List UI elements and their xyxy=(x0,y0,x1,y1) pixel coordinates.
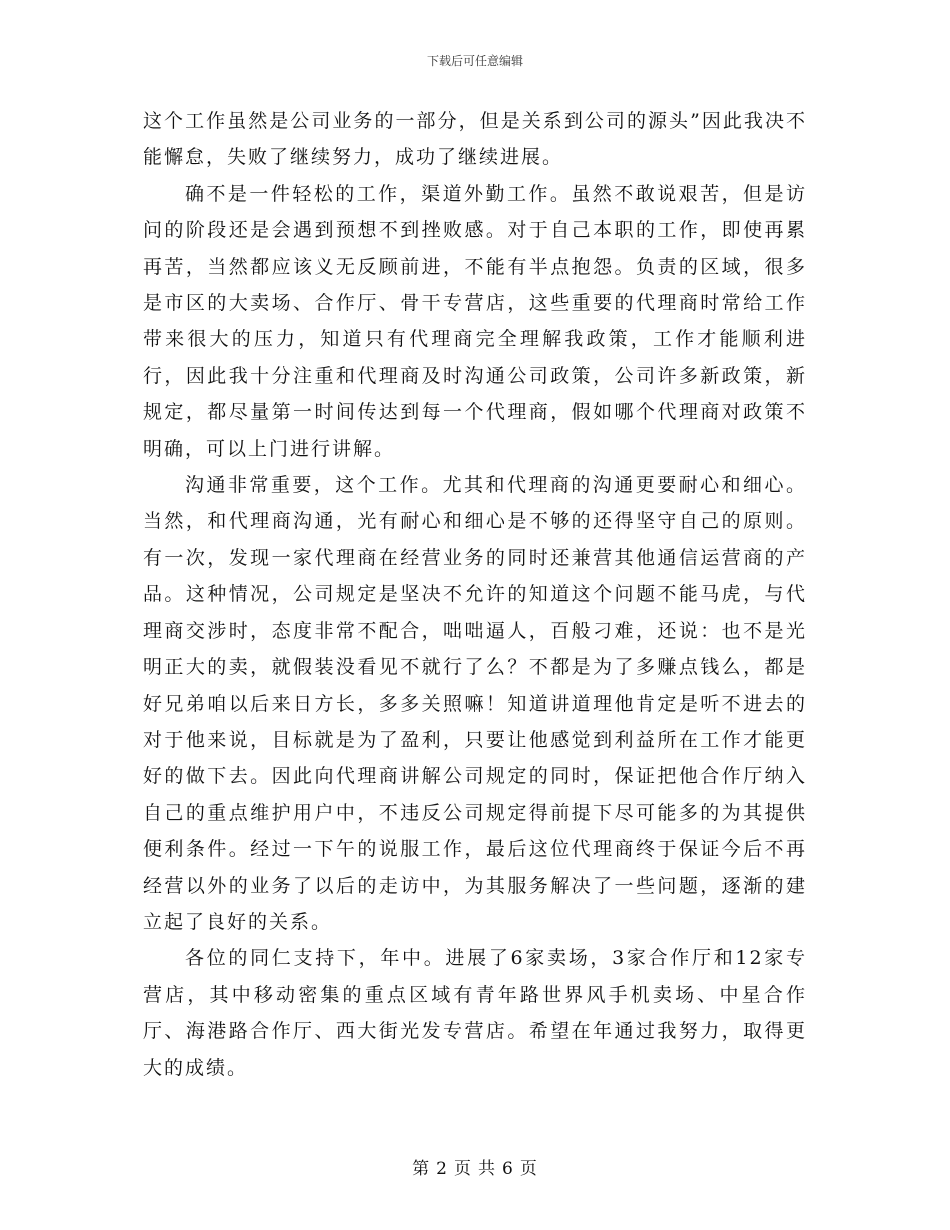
footer-page-word: 页 xyxy=(454,1159,472,1179)
footer-suffix: 页 xyxy=(519,1159,538,1179)
paragraph-1: 这个工作虽然是公司业务的一部分，但是关系到公司的源头”因此我决不能懈怠，失败了继续努力，成功了继续进展。 xyxy=(143,110,807,169)
document-body xyxy=(143,103,807,1086)
footer-total-word: 共 xyxy=(478,1159,496,1179)
page-header: 下载后可任意编辑 xyxy=(426,54,523,68)
footer-current-page: 2 xyxy=(436,1159,448,1179)
paragraph-3: 沟通非常重要，这个工作。尤其和代理商的沟通更要耐心和细心。当然，和代理商沟通，光有耐心和细心是不够的还得坚守自己的原则。有一次，发现一家代理商在经营业务的同时还兼营其他通信运营商的产品。这种情况，公司规定是坚决不允许的知道这个问题不能马虎，与代理商交涉时，态度非常不配合，咄咄逼人，百般刁难，还说：也不是光明正大的卖，就假装没看见不就行了么？不都是为了多赚点钱么，都是好兄弟咱以后来日方长，多多关照嘛！知道讲道理他肯定是听不进去的对于他来说，目标就是为了盈利，只要让他感觉到利益所在工作才能更好的做下去。因此向代理商讲解公司规定的同时，保证把他合作厅纳入自己的重点维护用户中，不违反公司规定得前提下尽可能多的为其提供便利条件。经过一下午的说服工作，最后这位代理商终于保证今后不再经营以外的业务了以后的走访中，为其服务解决了一些问题，逐渐的建立起了良好的关系。 xyxy=(143,474,807,933)
footer-total-pages: 6 xyxy=(502,1159,514,1179)
page-footer xyxy=(0,1154,950,1179)
footer-prefix: 第 xyxy=(412,1159,431,1179)
paragraph-4: 各位的同仁支持下，年中。进展了6家卖场，3家合作厅和12家专营店，其中移动密集的重点区域有青年路世界风手机卖场、中星合作厅、海港路合作厅、西大街光发专营店。希望在年通过我努力，取得更大的成绩。 xyxy=(143,947,807,1079)
paragraph-2: 确不是一件轻松的工作，渠道外勤工作。虽然不敢说艰苦，但是访问的阶段还是会遇到预想不到挫败感。对于自己本职的工作，即使再累再苦，当然都应该义无反顾前进，不能有半点抱怨。负责的区域，很多是市区的大卖场、合作厅、骨干专营店，这些重要的代理商时常给工作带来很大的压力，知道只有代理商完全理解我政策，工作才能顺利进行，因此我十分注重和代理商及时沟通公司政策，公司许多新政策，新规定，都尽量第一时间传达到每一个代理商，假如哪个代理商对政策不明确，可以上门进行讲解。 xyxy=(143,182,807,460)
